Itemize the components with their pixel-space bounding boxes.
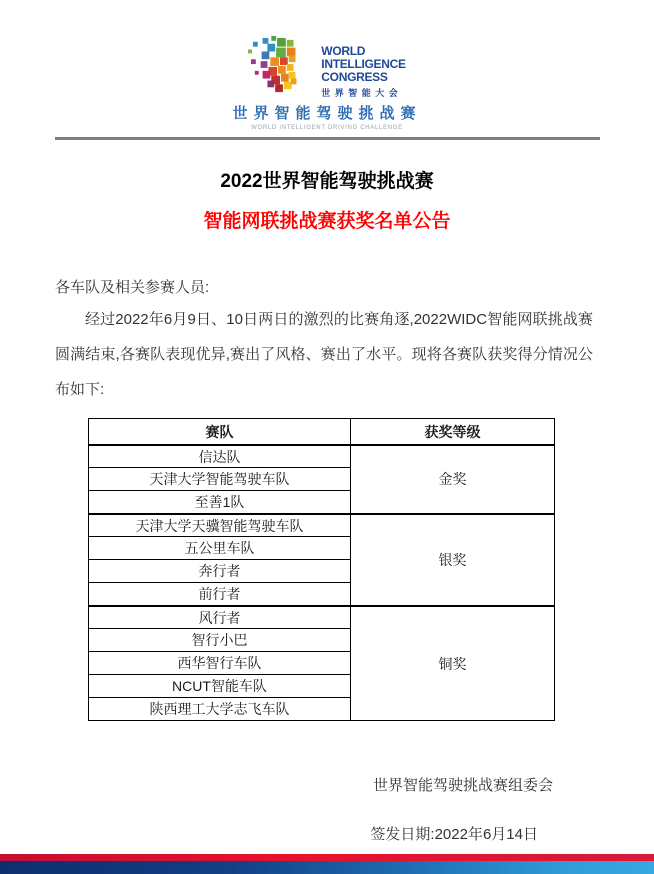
team-cell: 至善1队 (89, 491, 351, 514)
team-cell: 天津大学天骥智能驾驶车队 (89, 514, 351, 537)
team-cell: 奔行者 (89, 560, 351, 583)
team-cell: 智行小巴 (89, 629, 351, 652)
divider-rule (55, 137, 600, 140)
congress-logo-cn: 世界智能大会 (321, 88, 403, 99)
document-title: 2022世界智能驾驶挑战赛 (220, 171, 434, 193)
team-cell: 天津大学智能驾驶车队 (89, 468, 351, 491)
award-column-header: 获奖等级 (351, 419, 555, 445)
award-cell: 银奖 (351, 514, 555, 606)
team-cell: 陕西理工大学志飞车队 (89, 698, 351, 721)
table-header-row (89, 419, 555, 445)
document-subtitle: 智能网联挑战赛获奖名单公告 (203, 211, 451, 233)
congress-logo-head-icon (248, 36, 312, 96)
event-title-cn: 世界智能驾驶挑战赛 (232, 105, 422, 123)
table-row (89, 445, 555, 468)
document-body (55, 278, 595, 844)
salutation: 各车队及相关参赛人员: (55, 279, 210, 297)
team-cell: 风行者 (89, 606, 351, 629)
team-cell: 五公里车队 (89, 537, 351, 560)
team-cell: NCUT智能车队 (89, 675, 351, 698)
congress-logo (0, 0, 654, 131)
congress-logo-en-line1: WORLD (321, 44, 366, 58)
footer-ribbon-blue-stripe (0, 861, 654, 874)
table-row (89, 514, 555, 537)
award-cell: 金奖 (351, 445, 555, 514)
footer-ribbon (0, 854, 654, 874)
team-column-header: 赛队 (89, 419, 351, 445)
congress-logo-en (321, 45, 405, 83)
signature: 世界智能驾驶挑战赛组委会 (372, 777, 553, 795)
congress-logo-en-line2: INTELLIGENCE (321, 56, 406, 71)
team-cell: 前行者 (89, 583, 351, 606)
team-cell: 信达队 (89, 445, 351, 468)
congress-logo-en-line3: CONGRESS (321, 69, 388, 84)
award-cell: 铜奖 (351, 606, 555, 721)
body-paragraph: 经过2022年6月9日、10日两日的激烈的比赛角逐,2022WIDC智能网联挑战赛圆满结束,各赛队表现优异,赛出了风格、赛出了水平。现将各赛队获奖得分情况公布如下: (55, 311, 593, 399)
congress-logo-top (0, 36, 654, 99)
award-table (88, 418, 555, 721)
issue-date: 签发日期:2022年6月14日 (370, 826, 538, 844)
table-row (89, 606, 555, 629)
event-title-en: WORLD INTELLIGENT DRIVING CHALLENGE (251, 125, 403, 132)
team-cell: 西华智行车队 (89, 652, 351, 675)
congress-logo-text (321, 45, 405, 99)
footer-ribbon-red-stripe (0, 854, 654, 861)
